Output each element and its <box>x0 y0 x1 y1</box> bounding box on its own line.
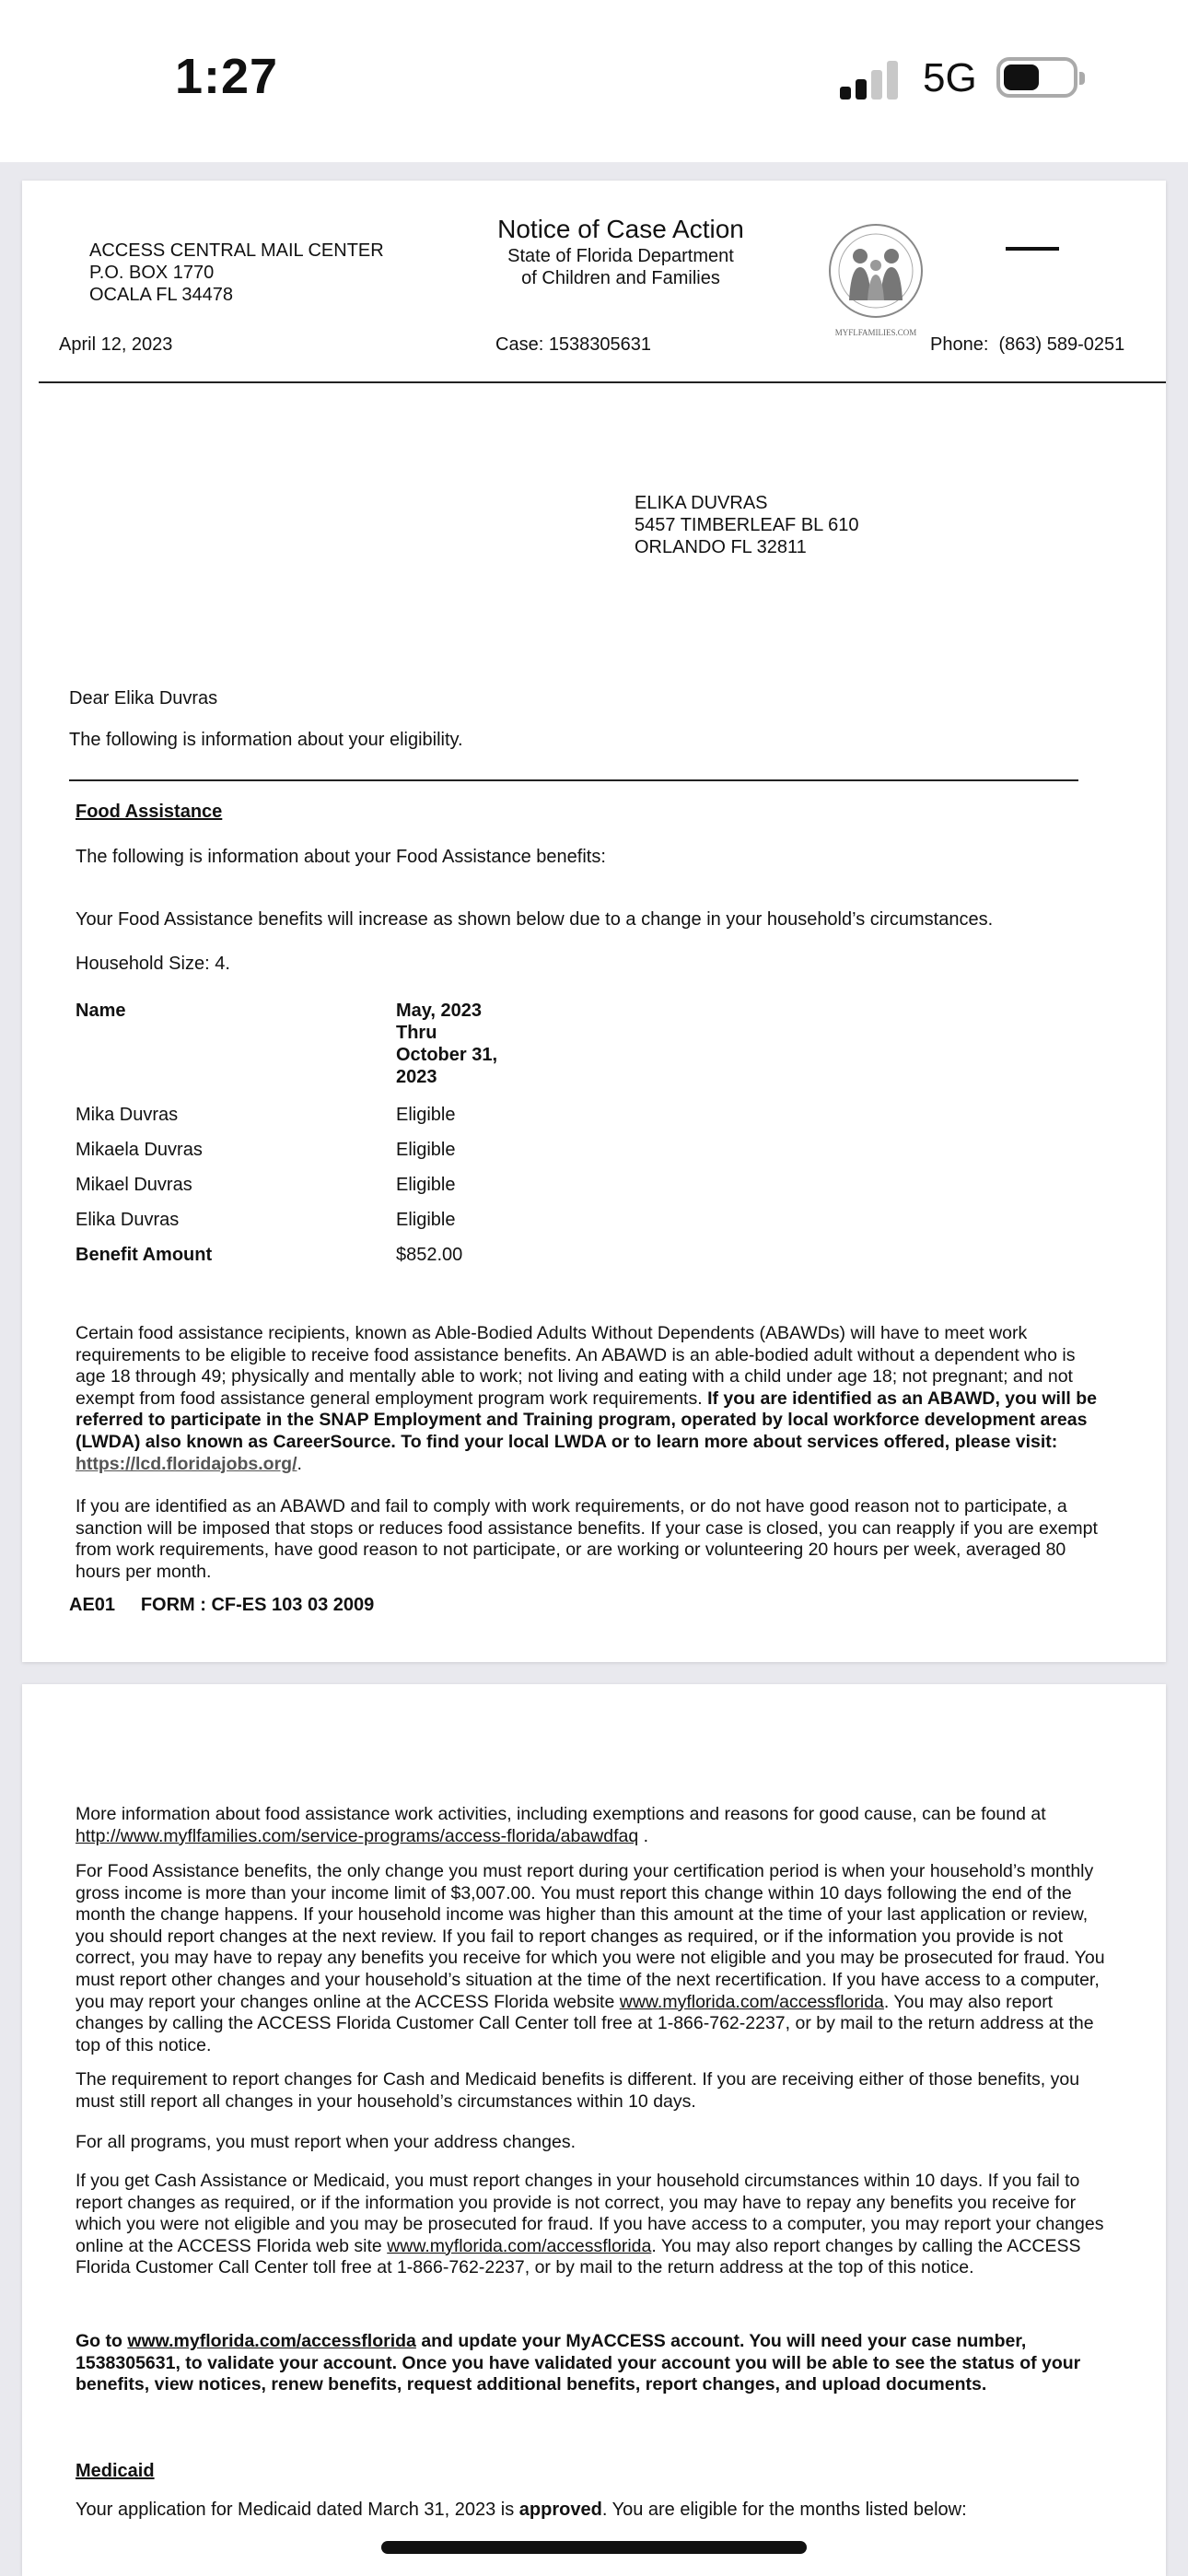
food-assistance-heading: Food Assistance <box>76 802 223 822</box>
sender-line: OCALA FL 34478 <box>89 285 234 305</box>
report-changes-paragraph <box>76 1861 1107 2056</box>
cash-medicaid-paragraph <box>76 2171 1107 2279</box>
greeting: Dear Elika Duvras <box>69 688 218 708</box>
status-bar <box>0 0 1188 162</box>
address-change-text: For all programs, you must report when your address changes. <box>76 2132 577 2152</box>
agency-line: State of Florida Department <box>507 246 734 266</box>
member-name: Mika Duvras <box>76 1105 179 1125</box>
more-info-text: More information about food assistance work activities, including exemptions and reasons for good cause, can be found at <box>76 1804 1046 1824</box>
recipient-address <box>635 492 858 558</box>
form-number: FORM : CF-ES 103 03 2009 <box>140 1595 375 1615</box>
sender-line: ACCESS CENTRAL MAIL CENTER <box>89 240 384 261</box>
phone-info <box>930 334 1124 356</box>
member-status: Eligible <box>396 1175 456 1195</box>
member-name: Elika Duvras <box>76 1210 180 1230</box>
phone-label: Phone: <box>930 334 989 355</box>
myaccess-link[interactable]: www.myflorida.com/accessflorida <box>127 2331 416 2351</box>
medicaid-text: Your application for Medicaid dated March 31, 2023 is <box>76 2500 515 2520</box>
goto-prefix: Go to <box>76 2331 122 2351</box>
cash-medicaid-text-continued: . You may also report changes by calling the ACCESS Florida Customer Call Center toll free at 1-866-762-2237, or by mail to the return address at the top of this notice. <box>76 2235 1081 2278</box>
form-footer <box>69 1594 374 1616</box>
notice-page-2 <box>22 1684 1166 2576</box>
approved-label: approved <box>518 2500 602 2520</box>
sender-address <box>89 240 384 306</box>
agency-line: of Children and Families <box>521 268 720 288</box>
case-label: Case: <box>495 334 544 355</box>
eligibility-intro: The following is information about your eligibility. <box>69 730 463 750</box>
header-dash <box>1006 247 1059 251</box>
phone-number: (863) 589-0251 <box>998 334 1125 355</box>
notice-header <box>483 214 759 289</box>
benefit-amount-value: $852.00 <box>396 1245 463 1265</box>
recipient-line: 5457 TIMBERLEAF BL 610 <box>635 515 859 535</box>
clock: 1:27 <box>175 49 279 104</box>
signal-icon <box>840 61 899 100</box>
benefit-change-text: Your Food Assistance benefits will increase as shown below due to a change in your household’s circumstances. <box>76 909 994 930</box>
report-text-continued: . You may also report changes by calling the ACCESS Florida Customer Call Center toll free at 1-866-762-2237, or by mail to the return address at the top of this notice. <box>76 1991 1094 2055</box>
member-status: Eligible <box>396 1105 456 1125</box>
member-name: Mikael Duvras <box>76 1175 192 1195</box>
goto-text: and update your MyACCESS account. You will need your case number, 1538305631, to validate your account. Once you have validated your account you will be able to see the status of your benefits, view notices, renew benefits, request additional benefits, report changes, and upload documents. <box>76 2331 1081 2395</box>
cash-medicaid-requirement: The requirement to report changes for Cash and Medicaid benefits is different. If you are receiving either of those benefits, you must still report all changes in your household’s circumstances within 10 days. <box>76 2069 1080 2112</box>
dcf-seal-logo <box>807 208 945 346</box>
abawd-paragraph: Certain food assistance recipients, known as Able-Bodied Adults Without Dependents (ABAWDs) will have to meet work requirements to be eligible to receive food assistance benefits. An ABAWD is an able-bodied adult without a dependent who is age 18 through 49; physically and mentally able to work; not living and eating with a child under age 18; not pregnant; and not exempt from food assistance general employment program work requirements. If you are identified as an ABAWD, you will be referred to participate in the SNAP Employment and Training program, operated by local workforce development areas (LWDA) also known as CareerSource. To find your local LWDA or to learn more about services offered, please visit: https://lcd.floridajobs.org/. <box>76 1323 1097 1474</box>
benefit-amount-label: Benefit Amount <box>76 1245 213 1265</box>
member-status: Eligible <box>396 1140 456 1160</box>
medicaid-approval-text <box>76 2499 967 2521</box>
case-number: 1538305631 <box>548 334 652 355</box>
lwda-link[interactable]: https://lcd.floridajobs.org/ <box>76 1453 297 1474</box>
access-florida-link[interactable]: www.myflorida.com/accessflorida <box>619 1991 884 2012</box>
medicaid-text-continued: . You are eligible for the months listed below: <box>601 2500 967 2520</box>
abawd-bold-text: If you are identified as an ABAWD, you will be referred to participate in the SNAP Employment and Training program, operated by local workforce development areas (LWDA) also known as CareerSource. To find your local LWDA or to learn more about services offered, please visit: <box>76 1388 1097 1452</box>
recipient-line: ORLANDO FL 32811 <box>635 537 807 557</box>
recipient-line: ELIKA DUVRAS <box>635 493 768 513</box>
battery-icon <box>996 57 1077 98</box>
cash-medicaid-text: If you get Cash Assistance or Medicaid, you must report changes in your household circumstances within 10 days. If you fail to report changes as required, or if the information you provide is not correct, you may have to repay any benefits you receive for which you were not eligible and you may be prosecuted for fraud. If you have access to a computer, you may report your changes online at the ACCESS Florida web site <box>76 2171 1104 2256</box>
access-florida-site-link[interactable]: www.myflorida.com/accessflorida <box>387 2235 652 2256</box>
member-status: Eligible <box>396 1210 456 1230</box>
period-line: 2023 <box>396 1067 437 1087</box>
notice-date: April 12, 2023 <box>59 334 173 355</box>
notice-title: Notice of Case Action <box>497 215 744 243</box>
abawd-text: Certain food assistance recipients, known as Able-Bodied Adults Without Dependents (ABAWDs) will have to meet work requirements to be eligible to receive food assistance benefits. An ABAWD is an able-bodied adult without a dependent who is age 18 through 49; physically and mentally able to work; not living and eating with a child under age 18; not pregnant; and not exempt from food assistance general employment program work requirements. <box>76 1323 1076 1409</box>
period-line: October 31, <box>396 1045 498 1065</box>
notice-page-1 <box>22 181 1166 1662</box>
period-line: May, 2023 <box>396 1001 483 1021</box>
more-info-paragraph: More information about food assistance work activities, including exemptions and reasons for good cause, can be found at http://www.myflfamilies.com/service-programs/access-florida/abawdfaq . <box>76 1804 1046 1846</box>
abawd-faq-link[interactable]: http://www.myflfamilies.com/service-programs/access-florida/abawdfaq <box>76 1825 639 1846</box>
myaccess-paragraph <box>76 2331 1107 2396</box>
logo-caption: MYFLFAMILIES.COM <box>834 328 917 337</box>
table-header-period <box>396 1000 497 1088</box>
period-line: Thru <box>396 1023 437 1043</box>
household-size: Household Size: 4. <box>76 954 230 974</box>
report-text: For Food Assistance benefits, the only change you must report during your certification period is when your household’s monthly gross income is more than your income limit of $3,007.00. You must report this change within 10 days following the end of the month the change happens. If your household income was higher than this amount at the time of your last application or review, you should report changes at the next review. If you fail to report changes as required, or if the information you provide is not correct, you may have to repay any benefits you receive for which you were not eligible and you may be prosecuted for fraud. You must report other changes and your household’s situation at the time of the next recertification. If you have access to a computer, you may report your changes online at the ACCESS Florida website <box>76 1861 1105 2012</box>
header-divider <box>39 381 1166 383</box>
section-divider <box>69 779 1078 781</box>
table-header-name: Name <box>76 1001 126 1021</box>
sender-line: P.O. BOX 1770 <box>89 263 215 283</box>
case-info <box>495 334 651 356</box>
medicaid-heading: Medicaid <box>76 2461 155 2481</box>
home-indicator[interactable] <box>381 2541 807 2554</box>
member-name: Mikaela Duvras <box>76 1140 203 1160</box>
food-assistance-intro: The following is information about your Food Assistance benefits: <box>76 847 606 867</box>
form-code: AE01 <box>69 1595 116 1615</box>
sanction-paragraph: If you are identified as an ABAWD and fail to comply with work requirements, or do not have good reason not to participate, a sanction will be imposed that stops or reduces food assistance benefits. If your case is closed, you can reapply if you are exempt from work requirements, have good reason to not participate, or are working or volunteering 20 hours per week, averaged 80 hours per month. <box>76 1496 1098 1582</box>
network-label: 5G <box>923 55 977 100</box>
